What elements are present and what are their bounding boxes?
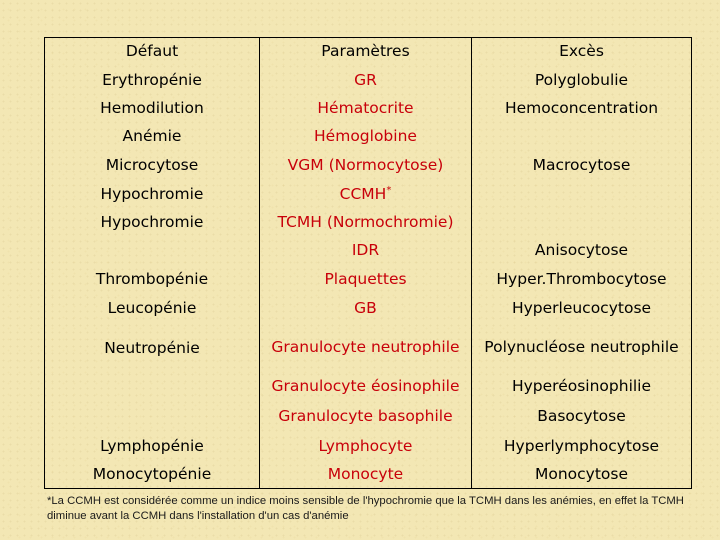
footnote: *La CCMH est considérée comme un indice moins sensible de l'hypochromie que la TCMH dans les anémies, en effet la TCMH diminue avant la CCMH dans l'installation d'un cas d'anémie (47, 495, 684, 522)
cell-defaut: Hypochromie (45, 181, 260, 208)
footnote-marker: * (386, 184, 392, 196)
hematology-table (44, 37, 692, 489)
table-row (45, 181, 692, 208)
table-row (45, 66, 692, 95)
header-row (45, 38, 692, 66)
cell-defaut (45, 237, 260, 265)
cell-parametre (260, 181, 472, 208)
cell-exces: Hyperéosinophilie (472, 372, 692, 402)
table-row (45, 432, 692, 461)
table-row (45, 294, 692, 323)
table-row (45, 208, 692, 237)
cell-exces: Hemoconcentration (472, 95, 692, 123)
cell-defaut: Thrombopénie (45, 265, 260, 294)
cell-exces: Hyperlymphocytose (472, 432, 692, 461)
cell-exces: Basocytose (472, 402, 692, 432)
cell-exces: Polynucléose neutrophile (472, 323, 692, 372)
table-row (45, 265, 692, 294)
header-exces: Excès (472, 38, 692, 66)
header-defaut: Défaut (45, 38, 260, 66)
header-parametres: Paramètres (260, 38, 472, 66)
cell-parametre: VGM (Normocytose) (260, 151, 472, 181)
cell-defaut: Erythropénie (45, 66, 260, 95)
table-row (45, 151, 692, 181)
cell-parametre: Hémoglobine (260, 123, 472, 151)
cell-parametre: Monocyte (260, 461, 472, 489)
table-row (45, 237, 692, 265)
cell-defaut: Leucopénie (45, 294, 260, 323)
cell-defaut: Hypochromie (45, 208, 260, 237)
table-row (45, 123, 692, 151)
cell-exces: Hyperleucocytose (472, 294, 692, 323)
cell-exces: Monocytose (472, 461, 692, 489)
cell-defaut: Hemodilution (45, 95, 260, 123)
table-row (45, 461, 692, 489)
cell-parametre: GR (260, 66, 472, 95)
cell-parametre: IDR (260, 237, 472, 265)
cell-exces: Polyglobulie (472, 66, 692, 95)
cell-parametre: Lymphocyte (260, 432, 472, 461)
cell-parametre: Hématocrite (260, 95, 472, 123)
param-ccmh: CCMH (339, 184, 387, 203)
cell-defaut: Monocytopénie (45, 461, 260, 489)
cell-defaut: Microcytose (45, 151, 260, 181)
table-row (45, 372, 692, 402)
cell-defaut: Anémie (45, 123, 260, 151)
cell-exces (472, 123, 692, 151)
cell-defaut (45, 402, 260, 432)
cell-exces: Anisocytose (472, 237, 692, 265)
cell-exces (472, 208, 692, 237)
cell-parametre: Plaquettes (260, 265, 472, 294)
cell-defaut: Lymphopénie (45, 432, 260, 461)
cell-parametre: Granulocyte éosinophile (260, 372, 472, 402)
cell-parametre: Granulocyte neutrophile (260, 323, 472, 372)
cell-exces: Hyper.Thrombocytose (472, 265, 692, 294)
cell-exces: Macrocytose (472, 151, 692, 181)
cell-parametre: Granulocyte basophile (260, 402, 472, 432)
cell-exces (472, 181, 692, 208)
table-row (45, 95, 692, 123)
cell-defaut (45, 372, 260, 402)
cell-parametre: TCMH (Normochromie) (260, 208, 472, 237)
cell-defaut: Neutropénie (45, 323, 260, 372)
cell-parametre: GB (260, 294, 472, 323)
table-row (45, 323, 692, 372)
table-row (45, 402, 692, 432)
